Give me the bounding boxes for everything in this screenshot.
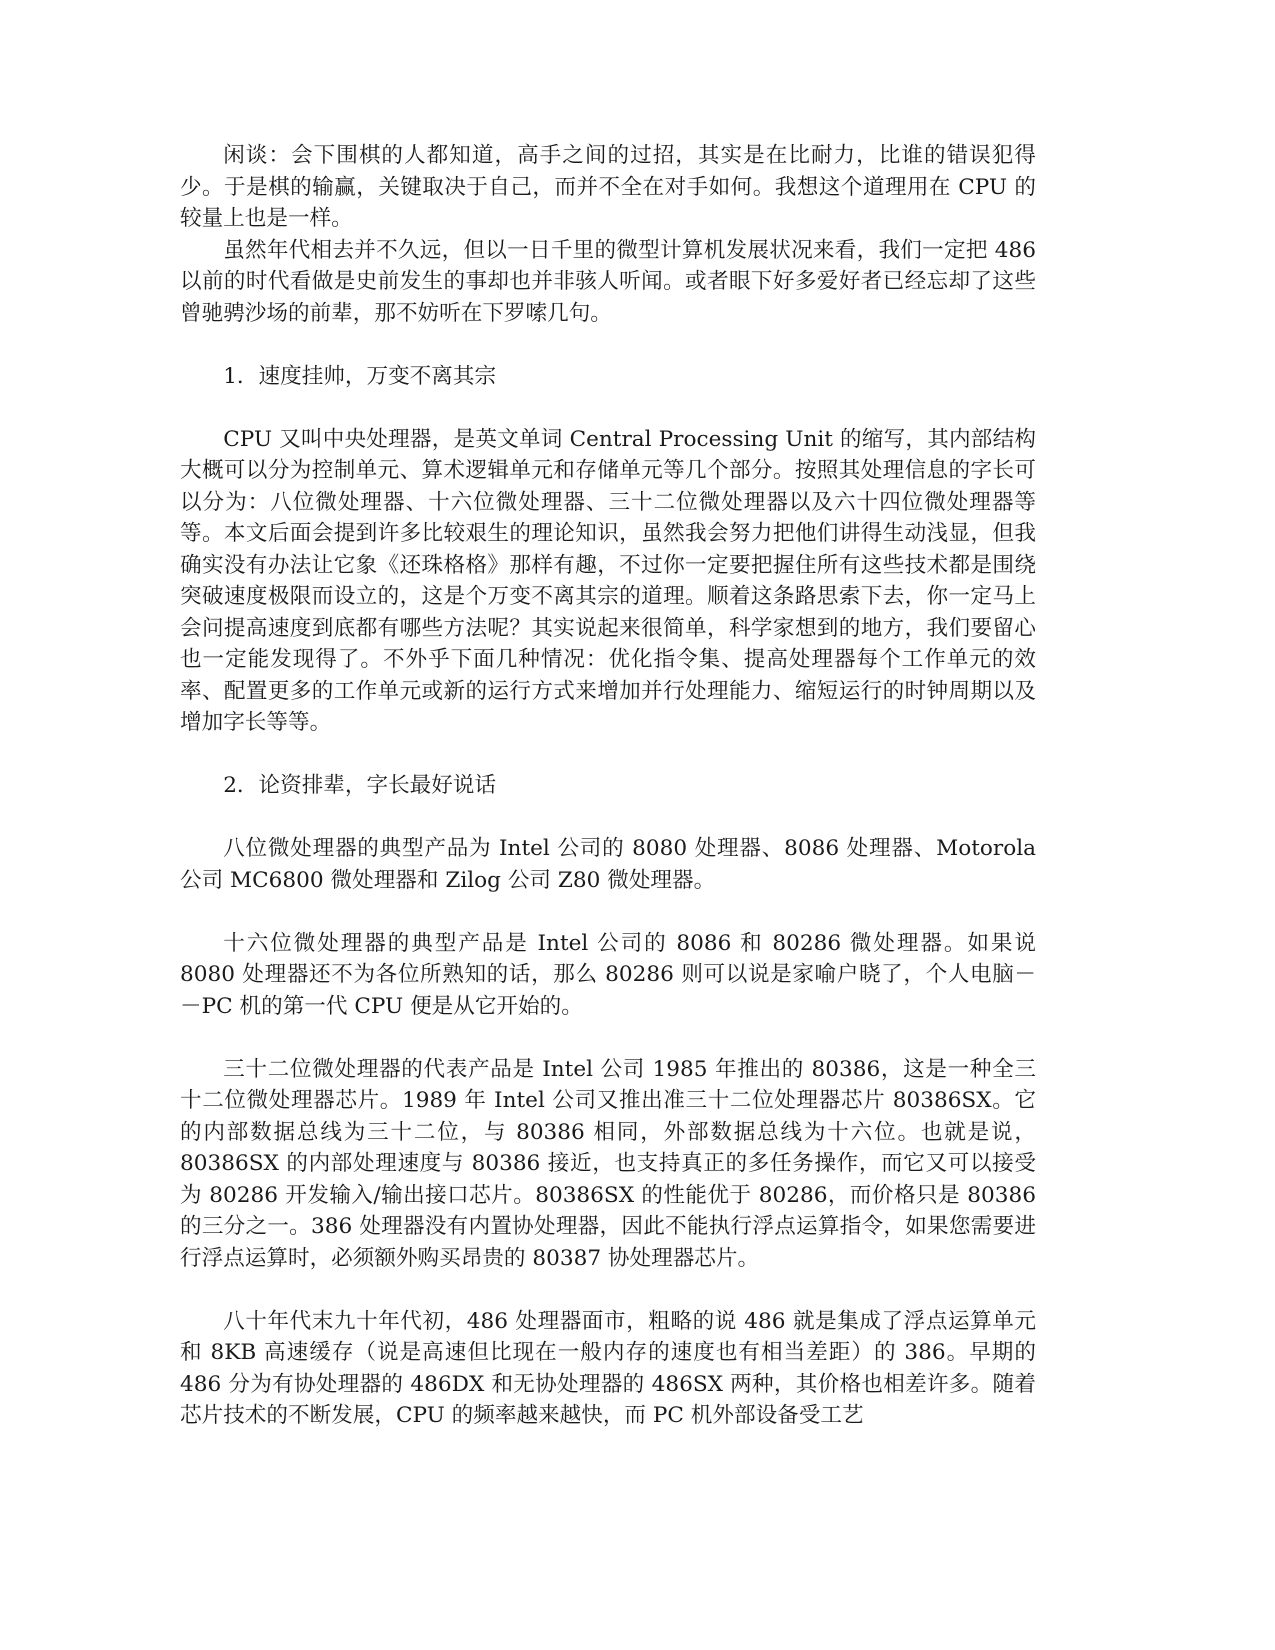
paragraph-spacer — [180, 329, 1036, 361]
paragraph-sixteen-bit: 十六位微处理器的典型产品是 Intel 公司的 8086 和 80286 微处理器。如果说 8080 处理器还不为各位所熟知的话，那么 80286 则可以说是家喻户晓了，个人电脑－－PC 机的第一代 CPU 便是从它开始的。 — [180, 930, 1036, 1019]
paragraph-spacer — [180, 802, 1036, 834]
paragraph-spacer — [180, 392, 1036, 424]
section-heading-1: 1．速度挂帅，万变不离其宗 — [223, 363, 497, 389]
paragraph-spacer — [180, 739, 1036, 771]
paragraph-eight-bit: 八位微处理器的典型产品为 Intel 公司的 8080 处理器、8086 处理器、Motorola 公司 MC6800 微处理器和 Zilog 公司 Z80 微处理器。 — [180, 836, 1036, 893]
paragraph-thirty-two-bit: 三十二位微处理器的代表产品是 Intel 公司 1985 年推出的 80386，这是一种全三十二位微处理器芯片。1989 年 Intel 公司又推出准三十二位处理器芯片 80386SX。它的内部数据总线为三十二位，与 80386 相同，外部数据总线为十六位。也就是说，80386SX 的内部处理速度与 80386 接近，也支持真正的多任务操作，而它又可以接受为 80286 开发输入/输出接口芯片。80386SX 的性能优于 80286，而价格只是 80386 的三分之一。386 处理器没有内置协处理器，因此不能执行浮点运算指令，如果您需要进行浮点运算时，必须额外购买昂贵的 80387 协处理器芯片。 — [180, 1056, 1036, 1271]
paragraph-cpu-definition: CPU 又叫中央处理器，是英文单词 Central Processing Unit 的缩写，其内部结构大概可以分为控制单元、算术逻辑单元和存储单元等几个部分。按照其处理信息的字长可以分为：八位微处理器、十六位微处理器、三十二位微处理器以及六十四位微处理器等等。本文后面会提到许多比较艰生的理论知识，虽然我会努力把他们讲得生动浅显，但我确实没有办法让它象《还珠格格》那样有趣，不过你一定要把握住所有这些技术都是围绕突破速度极限而设立的，这是个万变不离其宗的道理。顺着这条路思索下去，你一定马上会问提高速度到底都有哪些方法呢？其实说起来很简单，科学家想到的地方，我们要留心也一定能发现得了。不外乎下面几种情况：优化指令集、提高处理器每个工作单元的效率、配置更多的工作单元或新的运行方式来增加并行处理能力、缩短运行的时钟周期以及增加字长等等。 — [180, 426, 1036, 735]
paragraph-spacer — [180, 896, 1036, 928]
document-page — [180, 140, 1036, 1432]
section-heading-2: 2．论资排辈，字长最好说话 — [223, 773, 497, 798]
paragraph-spacer — [180, 1022, 1036, 1054]
paragraph-486-era: 八十年代末九十年代初，486 处理器面市，粗略的说 486 就是集成了浮点运算单元和 8KB 高速缓存（说是高速但比现在一般内存的速度也有相当差距）的 386。早期的 486 分为有协处理器的 486DX 和无协处理器的 486SX 两种，其价格也相差许多。随着芯片技术的不断发展，CPU 的频率越来越快，而 PC 机外部设备受工艺 — [180, 1308, 1036, 1428]
paragraph-spacer — [180, 1274, 1036, 1306]
paragraph-intro-chat: 闲谈：会下围棋的人都知道，高手之间的过招，其实是在比耐力，比谁的错误犯得少。于是棋的输赢，关键取决于自己，而并不全在对手如何。我想这个道理用在 CPU 的较量上也是一样。 — [180, 143, 1036, 231]
paragraph-intro-history: 虽然年代相去并不久远，但以一日千里的微型计算机发展状况来看，我们一定把 486 以前的时代看做是史前发生的事却也并非骇人听闻。或者眼下好多爱好者已经忘却了这些曾驰骋沙场的前辈，那不妨听在下罗嗦几句。 — [180, 237, 1036, 326]
